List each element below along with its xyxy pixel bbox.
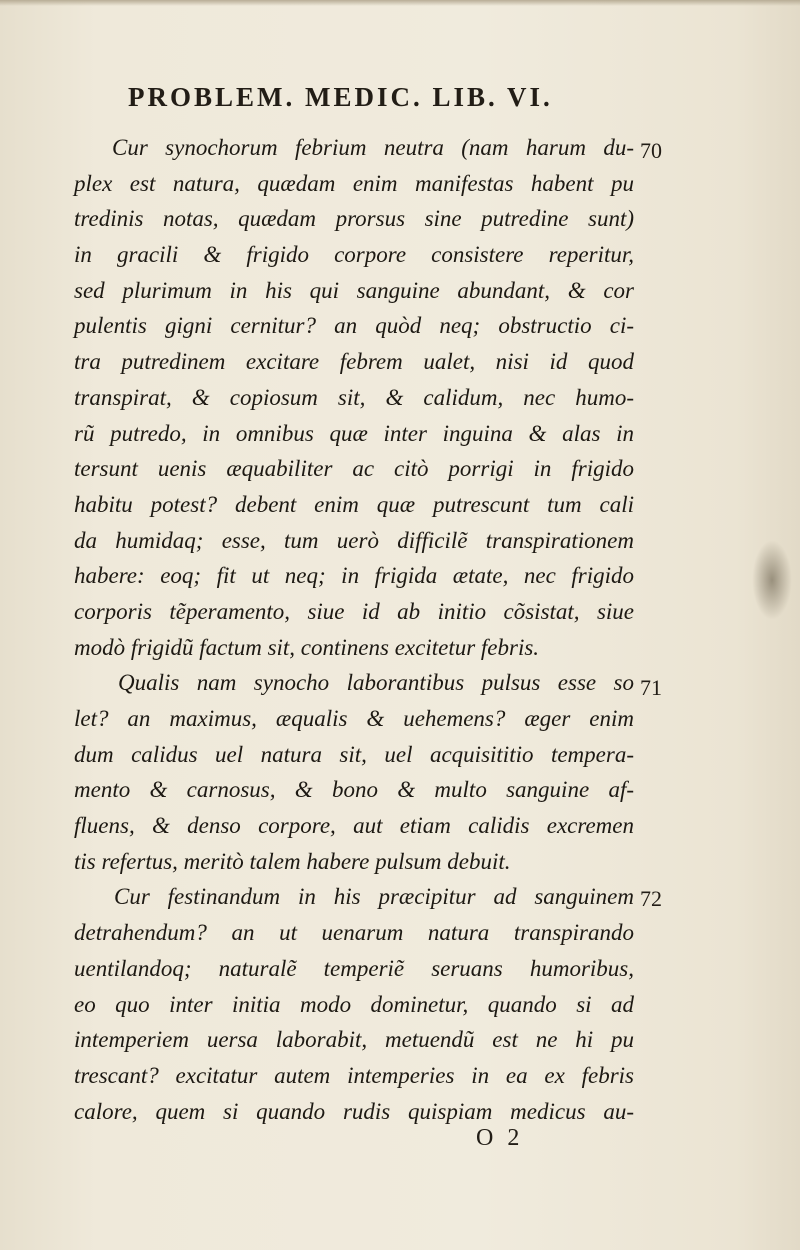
text-line: habitu potest? debent enim quæ putrescunt tum cali	[74, 491, 634, 517]
text-line: Cur synochorum febrium neutra (nam harum du-	[112, 135, 634, 160]
text-line: plex est natura, quædam enim manifestas habent pu	[74, 170, 634, 196]
text-line: intemperiem uersa laborabit, metuendũ est ne hi pu	[74, 1027, 634, 1053]
text-line: corporis tẽperamento, siue id ab initio cõsistat, siue	[74, 598, 634, 624]
page-top-edge	[0, 0, 800, 6]
text-line: let? an maximus, æqualis & uehemens? æger enim	[74, 706, 634, 731]
text-line: uentilandoq; naturalẽ temperiẽ seruans humoribus,	[74, 955, 634, 981]
text-line: transpirat, & copiosum sit, & calidum, nec humo-	[74, 384, 634, 410]
margin-stain	[752, 540, 792, 620]
signature-mark: O 2	[476, 1125, 524, 1151]
text-line: tredinis notas, quædam prorsus sine putredine sunt)	[74, 206, 634, 232]
text-line: pulentis gigni cernitur? an quòd neq; obstructio ci-	[74, 313, 634, 339]
section-number: 72	[640, 886, 662, 911]
text-line: modò frigidũ factum sit, continens excitetur febris.	[74, 634, 540, 660]
text-line: Cur festinandum in his præcipitur ad sanguinem	[114, 884, 634, 910]
text-line: habere: eoq; fit ut neq; in frigida ætate, nec frigido	[74, 563, 634, 589]
section-number: 71	[640, 675, 662, 700]
text-line: tra putredinem excitare febrem ualet, nisi id quod	[74, 349, 634, 375]
text-line: dum calidus uel natura sit, uel acquisititio tempera-	[74, 741, 634, 767]
section-number: 70	[640, 138, 662, 163]
text-line: rũ putredo, in omnibus quæ inter inguina & alas in	[74, 420, 634, 446]
text-line: sed plurimum in his qui sanguine abundant, & cor	[74, 277, 634, 303]
running-head: PROBLEM. MEDIC. LIB. VI.	[128, 82, 553, 112]
text-line: fluens, & denso corpore, aut etiam calidis excremen	[74, 813, 634, 839]
text-line: trescant? excitatur autem intemperies in ea ex febris	[74, 1062, 634, 1088]
text-line: tersunt uenis æquabiliter ac citò porrigi in frigido	[74, 456, 634, 482]
text-line: detrahendum? an ut uenarum natura transpirando	[74, 920, 634, 946]
text-line: da humidaq; esse, tum uerò difficilẽ transpirationem	[74, 527, 634, 553]
text-line: mento & carnosus, & bono & multo sanguine af-	[74, 777, 634, 803]
text-line: Qualis nam synocho laborantibus pulsus esse so	[118, 670, 634, 696]
text-line: tis refertus, meritò talem habere pulsum debuit.	[74, 848, 511, 874]
text-line: eo quo inter initia modo dominetur, quando si ad	[74, 991, 634, 1017]
text-line: calore, quem si quando rudis quispiam medicus au-	[74, 1098, 634, 1124]
body-text	[74, 130, 634, 1129]
text-line: in gracili & frigido corpore consistere reperitur,	[74, 242, 634, 268]
